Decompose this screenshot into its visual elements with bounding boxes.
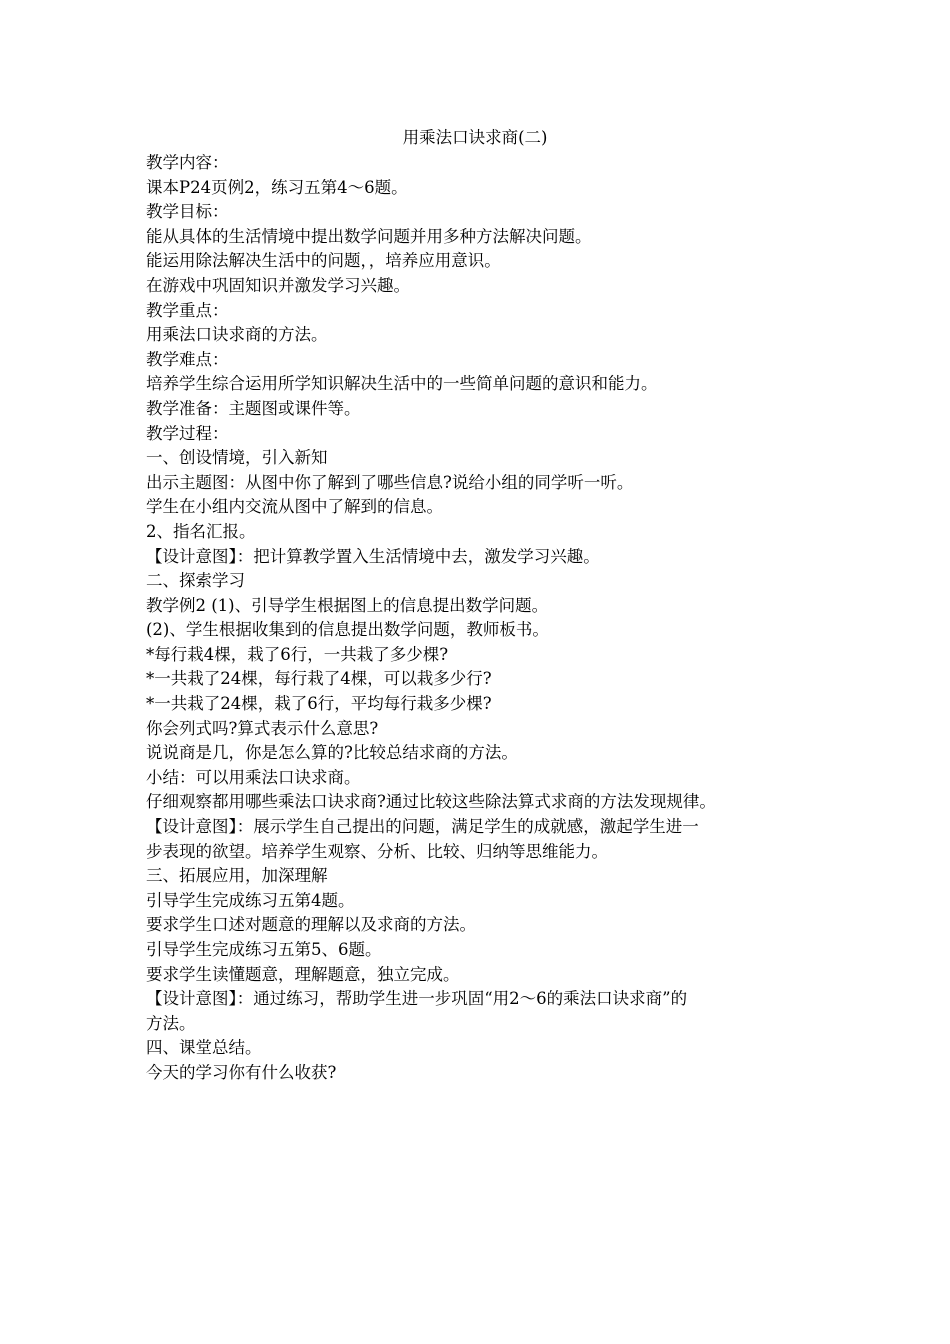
text-line: 二、探索学习 xyxy=(146,571,245,591)
text-line: 教学例2 (1)、引导学生根据图上的信息提出数学问题。 xyxy=(146,595,549,615)
text-line: 课本P24页例2，练习五第4～6题。 xyxy=(146,177,408,197)
text-line: *每行栽4棵，栽了6行，一共栽了多少棵? xyxy=(146,644,449,664)
text-line: 能从具体的生活情境中提出数学问题并用多种方法解决问题。 xyxy=(146,226,592,246)
text-line: 培养学生综合运用所学知识解决生活中的一些简单问题的意识和能力。 xyxy=(146,374,658,394)
text-line: 今天的学习你有什么收获? xyxy=(146,1062,337,1082)
text-line: 【设计意图】：展示学生自己提出的问题，满足学生的成就感，激起学生进一 xyxy=(146,817,699,837)
text-line: *一共栽了24棵，每行栽了4棵，可以栽多少行? xyxy=(146,669,492,689)
text-line: 引导学生完成练习五第5、6题。 xyxy=(146,940,382,959)
text-line: *一共栽了24棵，栽了6行，平均每行栽多少棵? xyxy=(146,694,492,714)
text-line: 三、拓展应用，加深理解 xyxy=(146,866,328,886)
text-line: 教学目标： xyxy=(146,202,229,222)
text-line: 小结：可以用乘法口诀求商。 xyxy=(146,767,361,787)
text-line: 2、指名汇报。 xyxy=(146,521,256,541)
text-line: (2)、学生根据收集到的信息提出数学问题，教师板书。 xyxy=(146,620,549,640)
text-line: 【设计意图】：把计算教学置入生活情境中去，激发学习兴趣。 xyxy=(146,546,600,566)
text-line: 出示主题图：从图中你了解到了哪些信息?说给小组的同学听一听。 xyxy=(146,472,634,492)
text-line: 用乘法口诀求商的方法。 xyxy=(146,325,328,345)
text-line: 教学内容： xyxy=(146,153,229,172)
text-line: 引导学生完成练习五第4题。 xyxy=(146,890,355,910)
text-line: 你会列式吗?算式表示什么意思? xyxy=(146,718,379,738)
text-line: 教学准备：主题图或课件等。 xyxy=(146,398,361,418)
text-line: 说说商是几，你是怎么算的?比较总结求商的方法。 xyxy=(146,743,518,763)
text-line: 步表现的欲望。培养学生观察、分析、比较、归纳等思维能力。 xyxy=(146,841,608,861)
document-title: 用乘法口诀求商(二) xyxy=(402,128,548,147)
text-line: 方法。 xyxy=(146,1013,196,1033)
text-line: 教学难点： xyxy=(146,349,229,369)
text-line: 仔细观察都用哪些乘法口诀求商?通过比较这些除法算式求商的方法发现规律。 xyxy=(146,792,716,812)
text-line: 在游戏中巩固知识并激发学习兴趣。 xyxy=(146,275,410,295)
text-line: 能运用除法解决生活中的问题，，培养应用意识。 xyxy=(146,251,501,271)
document-body xyxy=(146,151,811,1086)
text-line: 要求学生口述对题意的理解以及求商的方法。 xyxy=(146,915,476,935)
text-line: 教学重点： xyxy=(146,300,229,320)
text-line: 要求学生读懂题意，理解题意，独立完成。 xyxy=(146,964,460,984)
text-line: 一、创设情境，引入新知 xyxy=(146,448,328,468)
text-line: 四、课堂总结。 xyxy=(146,1038,262,1058)
text-line: 学生在小组内交流从图中了解到的信息。 xyxy=(146,497,443,517)
text-line: 【设计意图】：通过练习，帮助学生进一步巩固“用2～6的乘法口诀求商”的 xyxy=(146,989,688,1009)
text-line: 教学过程： xyxy=(146,423,229,443)
